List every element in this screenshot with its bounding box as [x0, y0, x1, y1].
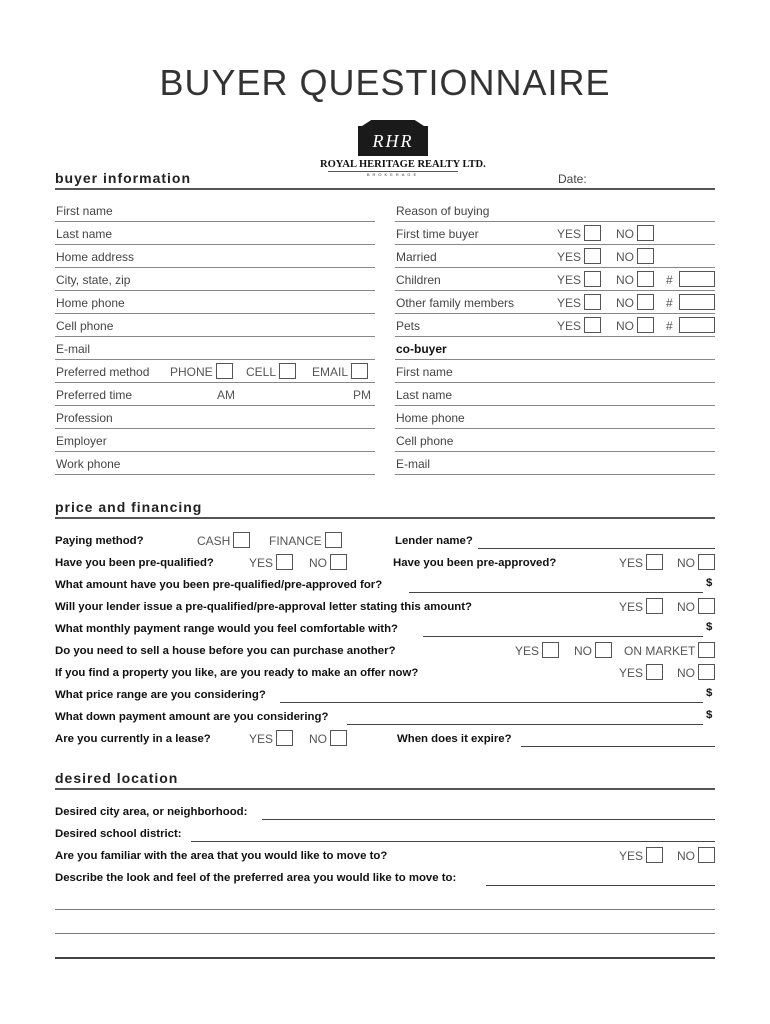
count-input[interactable]: [679, 317, 715, 333]
describe-line[interactable]: [55, 957, 715, 959]
no-checkbox[interactable]: [637, 225, 654, 241]
field-co-buyer-first-name[interactable]: First name: [395, 361, 715, 383]
field-employer[interactable]: Employer: [55, 430, 375, 452]
no-checkbox[interactable]: [637, 248, 654, 264]
paying-method-label: Paying method?: [55, 535, 144, 547]
company-logo: [320, 126, 486, 182]
price-range-input[interactable]: [280, 702, 703, 703]
field-preferred-method: Preferred method PHONE CELL EMAIL: [55, 361, 375, 383]
school-district-input[interactable]: [191, 841, 715, 842]
no-checkbox[interactable]: [330, 730, 347, 746]
yes-checkbox[interactable]: [584, 248, 601, 264]
no-checkbox[interactable]: [637, 294, 654, 310]
finance-checkbox[interactable]: [325, 532, 342, 548]
expire-label: When does it expire?: [397, 733, 512, 745]
section-divider: [55, 517, 715, 519]
field-email[interactable]: E-mail: [55, 338, 375, 360]
yes-checkbox[interactable]: [646, 664, 663, 680]
field-reason-of-buying[interactable]: Reason of buying: [395, 200, 715, 222]
describe-input[interactable]: [486, 885, 715, 886]
yes-checkbox[interactable]: [646, 598, 663, 614]
amount-label: What amount have you been pre-qualified/pre-approved for?: [55, 579, 383, 591]
preapproved-label: Have you been pre-approved?: [393, 557, 557, 569]
cell-option-label: CELL: [246, 365, 277, 379]
phone-option-label: PHONE: [170, 365, 213, 379]
yes-checkbox[interactable]: [584, 317, 601, 333]
dollar-sign: $: [706, 621, 713, 633]
lender-name-label: Lender name?: [395, 535, 473, 547]
familiar-label: Are you familiar with the area that you would like to move to?: [55, 850, 388, 862]
field-work-phone[interactable]: Work phone: [55, 453, 375, 475]
logo-subtitle: BROKERAGE: [328, 171, 458, 177]
pm-label: PM: [353, 388, 371, 402]
field-co-buyer-home-phone[interactable]: Home phone: [395, 407, 715, 429]
yes-checkbox[interactable]: [276, 730, 293, 746]
yes-checkbox[interactable]: [646, 847, 663, 863]
field-co-buyer-last-name[interactable]: Last name: [395, 384, 715, 406]
expire-input[interactable]: [521, 746, 715, 747]
count-input[interactable]: [679, 294, 715, 310]
yes-checkbox[interactable]: [584, 225, 601, 241]
no-checkbox[interactable]: [698, 554, 715, 570]
amount-input[interactable]: [409, 592, 703, 593]
email-option-label: EMAIL: [312, 365, 349, 379]
field-home-phone[interactable]: Home phone: [55, 292, 375, 314]
no-checkbox[interactable]: [698, 664, 715, 680]
price-range-label: What price range are you considering?: [55, 689, 266, 701]
section-divider: [55, 188, 715, 190]
no-checkbox[interactable]: [637, 271, 654, 287]
lender-name-input[interactable]: [478, 548, 715, 549]
no-checkbox[interactable]: [698, 598, 715, 614]
no-checkbox[interactable]: [698, 847, 715, 863]
down-payment-label: What down payment amount are you considering?: [55, 711, 329, 723]
field-other-family-members: Other family members YES NO #: [395, 292, 715, 314]
no-checkbox[interactable]: [637, 317, 654, 333]
dollar-sign: $: [706, 687, 713, 699]
section-buyer-information: buyer information: [55, 170, 192, 186]
describe-line[interactable]: [55, 933, 715, 934]
field-preferred-time[interactable]: Preferred time AM PM: [55, 384, 375, 406]
city-area-input[interactable]: [262, 819, 715, 820]
phone-checkbox[interactable]: [216, 363, 233, 379]
page-title: BUYER QUESTIONNAIRE: [159, 62, 611, 103]
yes-checkbox[interactable]: [542, 642, 559, 658]
cell-checkbox[interactable]: [279, 363, 296, 379]
am-label: AM: [217, 388, 235, 402]
field-last-name[interactable]: Last name: [55, 223, 375, 245]
field-co-buyer-cell-phone[interactable]: Cell phone: [395, 430, 715, 452]
cash-checkbox[interactable]: [233, 532, 250, 548]
date-label: Date:: [558, 172, 587, 186]
dollar-sign: $: [706, 577, 713, 589]
logo-company-name: ROYAL HERITAGE REALTY LTD.: [320, 159, 486, 170]
field-first-name[interactable]: First name: [55, 200, 375, 222]
field-married: Married YES NO: [395, 246, 715, 268]
yes-checkbox[interactable]: [584, 294, 601, 310]
school-district-label: Desired school district:: [55, 828, 182, 840]
lease-label: Are you currently in a lease?: [55, 733, 211, 745]
describe-line[interactable]: [55, 909, 715, 910]
logo-mark: RHR: [358, 126, 428, 156]
field-first-time-buyer: First time buyer YES NO: [395, 223, 715, 245]
offer-label: If you find a property you like, are you ready to make an offer now?: [55, 667, 419, 679]
co-buyer-heading: co-buyer: [395, 338, 715, 360]
field-children: Children YES NO #: [395, 269, 715, 291]
letter-label: Will your lender issue a pre-qualified/pre-approval letter stating this amount?: [55, 601, 472, 613]
count-input[interactable]: [679, 271, 715, 287]
section-price-financing: price and financing: [55, 499, 203, 515]
dollar-sign: $: [706, 709, 713, 721]
field-city-state-zip[interactable]: City, state, zip: [55, 269, 375, 291]
city-area-label: Desired city area, or neighborhood:: [55, 806, 248, 818]
monthly-label: What monthly payment range would you feel comfortable with?: [55, 623, 399, 635]
yes-checkbox[interactable]: [584, 271, 601, 287]
field-pets: Pets YES NO #: [395, 315, 715, 337]
on-market-checkbox[interactable]: [698, 642, 715, 658]
no-checkbox[interactable]: [595, 642, 612, 658]
yes-checkbox[interactable]: [646, 554, 663, 570]
describe-label: Describe the look and feel of the preferred area you would like to move to:: [55, 872, 457, 884]
sell-label: Do you need to sell a house before you can purchase another?: [55, 645, 396, 657]
monthly-input[interactable]: [423, 636, 703, 637]
email-checkbox[interactable]: [351, 363, 368, 379]
no-checkbox[interactable]: [330, 554, 347, 570]
section-divider: [55, 788, 715, 790]
down-payment-input[interactable]: [347, 724, 703, 725]
field-home-address[interactable]: Home address: [55, 246, 375, 268]
field-cell-phone[interactable]: Cell phone: [55, 315, 375, 337]
field-profession[interactable]: Profession: [55, 407, 375, 429]
prequalified-label: Have you been pre-qualified?: [55, 557, 214, 569]
yes-checkbox[interactable]: [276, 554, 293, 570]
section-desired-location: desired location: [55, 770, 179, 786]
field-co-buyer-email[interactable]: E-mail: [395, 453, 715, 475]
